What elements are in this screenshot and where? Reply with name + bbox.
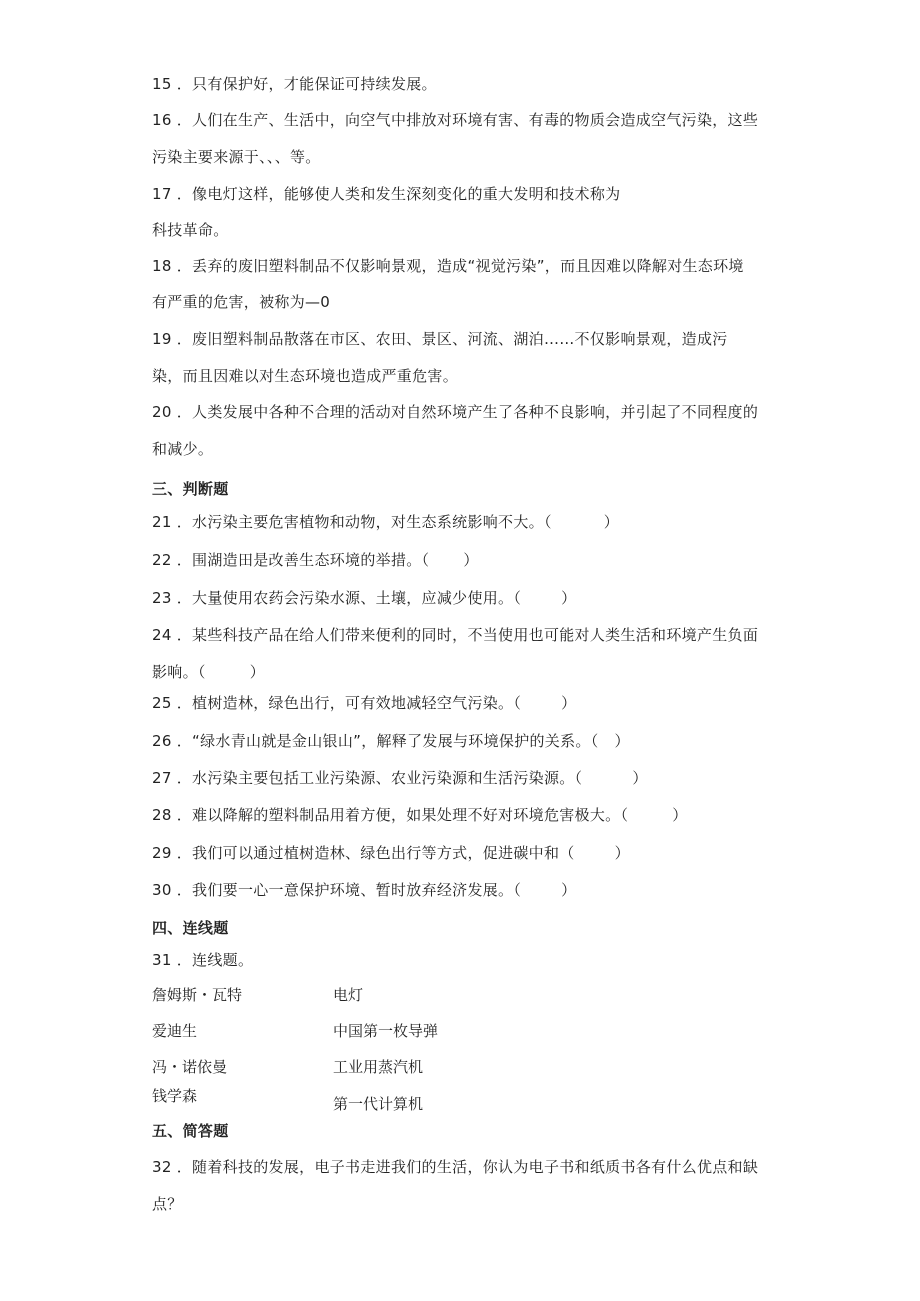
question-26 (152, 731, 630, 751)
question-28 (152, 805, 688, 825)
question-24-line-1: 24 ．某些科技产品在给人们带来便利的同时，不当使用也可能对人类生活和环境产生负面 (152, 626, 759, 644)
question-17-line-1: 17 ．像电灯这样，能够使人类和发生深刻变化的重大发明和技术称为 (152, 185, 621, 203)
close-paren: ） (632, 769, 648, 787)
match-left-item[interactable]: 詹姆斯・瓦特 (152, 986, 243, 1004)
section-heading-match: 四、连线题 (152, 919, 229, 937)
close-paren: ） (614, 844, 630, 862)
close-paren: ） (614, 732, 630, 750)
section-heading-judge: 三、判断题 (152, 480, 229, 498)
question-21-text: 21 ．水污染主要危害植物和动物，对生态系统影响不大。（ (152, 513, 552, 531)
match-right-item[interactable]: 电灯 (333, 986, 364, 1004)
question-23 (152, 588, 576, 608)
question-22 (152, 550, 479, 570)
question-24-text: 影响。（ (152, 663, 206, 681)
question-16-line-2: 污染主要来源于、、、等。 (152, 148, 321, 166)
match-right-item[interactable]: 中国第一枚导弹 (333, 1022, 439, 1040)
match-left-item[interactable]: 冯・诺依曼 (152, 1058, 228, 1076)
question-30 (152, 880, 576, 900)
question-29 (152, 843, 630, 863)
close-paren: ） (249, 663, 266, 681)
match-left-item[interactable]: 爱迪生 (152, 1022, 198, 1040)
question-25-text: 25 ．植树造林，绿色出行，可有效地减轻空气污染。（ (152, 694, 522, 712)
question-27 (152, 768, 648, 788)
question-17-line-2: 科技革命。 (152, 221, 229, 239)
question-30-text: 30 ．我们要一心一意保护环境、暂时放弃经济发展。（ (152, 881, 522, 899)
question-24-line-2 (152, 662, 265, 682)
close-paren: ） (561, 694, 577, 712)
close-paren: ） (561, 881, 577, 899)
match-right-item[interactable]: 工业用蒸汽机 (333, 1058, 424, 1076)
question-26-text: 26 ．“绿水青山就是金山银山”，解释了发展与环境保护的关系。（ (152, 732, 599, 750)
match-right-item[interactable]: 第一代计算机 (333, 1095, 424, 1113)
question-32-line-1: 32 ．随着科技的发展，电子书走进我们的生活，你认为电子书和纸质书各有什么优点和缺 (152, 1158, 759, 1176)
question-28-text: 28 ．难以降解的塑料制品用着方便，如果处理不好对环境危害极大。（ (152, 806, 629, 824)
question-25 (152, 693, 576, 713)
close-paren: ） (603, 513, 620, 531)
close-paren: ） (463, 551, 479, 569)
question-15: 15 ．只有保护好，才能保证可持续发展。 (152, 75, 437, 93)
question-22-text: 22 ．围湖造田是改善生态环境的举措。（ (152, 551, 430, 569)
question-20-line-2: 和减少。 (152, 440, 214, 458)
question-27-text: 27 ．水污染主要包括工业污染源、农业污染源和生活污染源。（ (152, 769, 583, 787)
question-32-line-2: 点？ (152, 1195, 183, 1213)
question-20-line-1: 20 ．人类发展中各种不合理的活动对自然环境产生了各种不良影响，并引起了不同程度的 (152, 403, 759, 421)
question-23-text: 23 ．大量使用农药会污染水源、土壤，应减少使用。（ (152, 589, 522, 607)
question-21 (152, 512, 619, 532)
section-heading-short: 五、简答题 (152, 1122, 229, 1140)
close-paren: ） (561, 589, 577, 607)
close-paren: ） (672, 806, 688, 824)
question-31: 31 ．连线题。 (152, 951, 254, 969)
question-18-line-2: 有严重的危害，被称为—0 (152, 293, 331, 311)
question-19-line-1: 19 ．废旧塑料制品散落在市区、农田、景区、河流、湖泊……不仅影响景观，造成污 (152, 330, 728, 348)
question-29-text: 29 ．我们可以通过植树造林、绿色出行等方式，促进碳中和（ (152, 844, 575, 862)
question-16-line-1: 16 ．人们在生产、生活中，向空气中排放对环境有害、有毒的物质会造成空气污染，这些 (152, 111, 759, 129)
question-18-line-1: 18 ．丢弃的废旧塑料制品不仅影响景观，造成“视觉污染”，而且因难以降解对生态环境 (152, 257, 744, 275)
match-left-item[interactable]: 钱学森 (152, 1087, 198, 1105)
question-19-line-2: 染，而且因难以对生态环境也造成严重危害。 (152, 367, 459, 385)
